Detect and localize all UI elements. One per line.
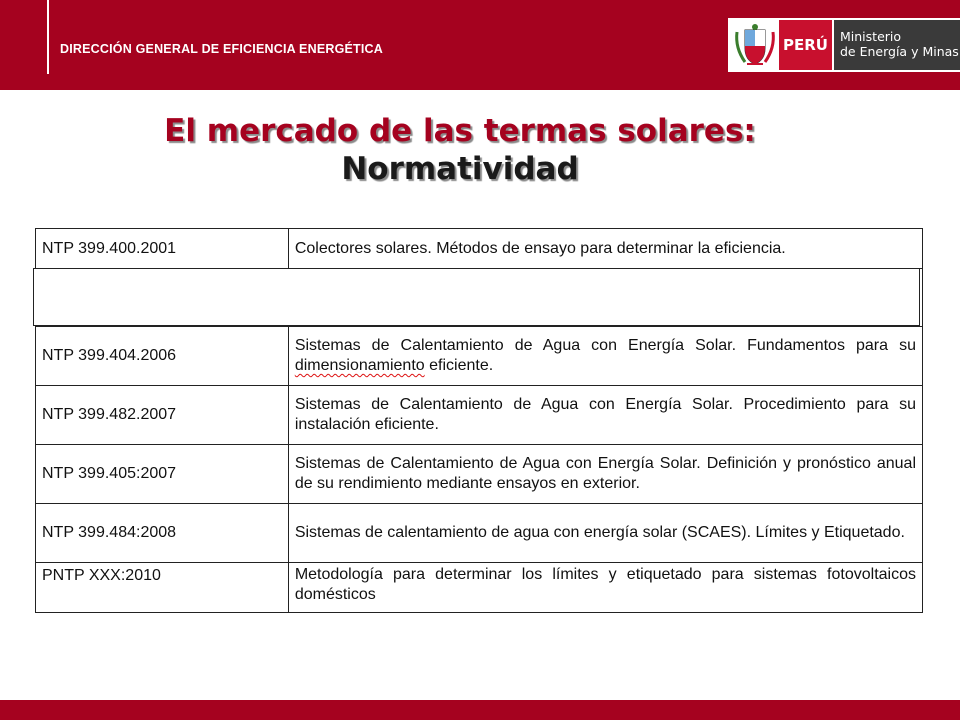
standard-code: NTP 399.484:2008 bbox=[36, 504, 289, 563]
ministry-line-2: de Energía y Minas bbox=[840, 44, 959, 59]
spellcheck-word: dimensionamiento bbox=[294, 357, 425, 374]
standard-code: NTP 399.404.2006 bbox=[36, 327, 289, 386]
standard-description: Sistemas de Calentamiento de Agua con Energía Solar. Procedimiento para su instalación eficiente. bbox=[288, 386, 922, 445]
standard-description: Sistemas de Calentamiento de Agua con Energía Solar. Definición y pronóstico anual de su rendimiento mediante ensayos en exterior. bbox=[288, 445, 922, 504]
standard-description: Metodología para determinar los límites y etiquetado para sistemas fotovoltaicos domésticos bbox=[288, 563, 922, 613]
standard-code: PNTP XXX:2010 bbox=[36, 563, 289, 613]
title-line-2: Normatividad bbox=[341, 151, 579, 187]
standard-code: NTP 399.400.2001 bbox=[36, 229, 289, 269]
table-row bbox=[36, 563, 923, 613]
slide-title bbox=[0, 112, 920, 188]
table-row bbox=[36, 327, 923, 386]
standard-description: Colectores solares. Métodos de ensayo para determinar la eficiencia. bbox=[288, 229, 922, 269]
header-title: DIRECCIÓN GENERAL DE EFICIENCIA ENERGÉTICA bbox=[60, 42, 384, 56]
title-line-1: El mercado de las termas solares: bbox=[164, 113, 756, 149]
standard-code: NTP 399.482.2007 bbox=[36, 386, 289, 445]
header-divider bbox=[47, 0, 49, 74]
table-row bbox=[36, 229, 923, 269]
footer-bar bbox=[0, 700, 960, 720]
standard-description bbox=[288, 327, 922, 386]
table-row bbox=[36, 445, 923, 504]
blank-table-row bbox=[33, 268, 920, 326]
table-row bbox=[36, 504, 923, 563]
description-part: Sistemas de Calentamiento de Agua con Energía Solar. Fundamentos para su bbox=[294, 337, 916, 354]
description-part: eficiente. bbox=[424, 357, 494, 374]
standard-description: Sistemas de calentamiento de agua con energía solar (SCAES). Límites y Etiquetado. bbox=[288, 504, 922, 563]
standard-code: NTP 399.405:2007 bbox=[36, 445, 289, 504]
ministry-name bbox=[834, 20, 960, 70]
ministry-line-1: Ministerio bbox=[840, 29, 902, 44]
peru-coat-of-arms-icon bbox=[733, 22, 777, 68]
table-row bbox=[36, 386, 923, 445]
peru-label: PERÚ bbox=[779, 20, 832, 70]
